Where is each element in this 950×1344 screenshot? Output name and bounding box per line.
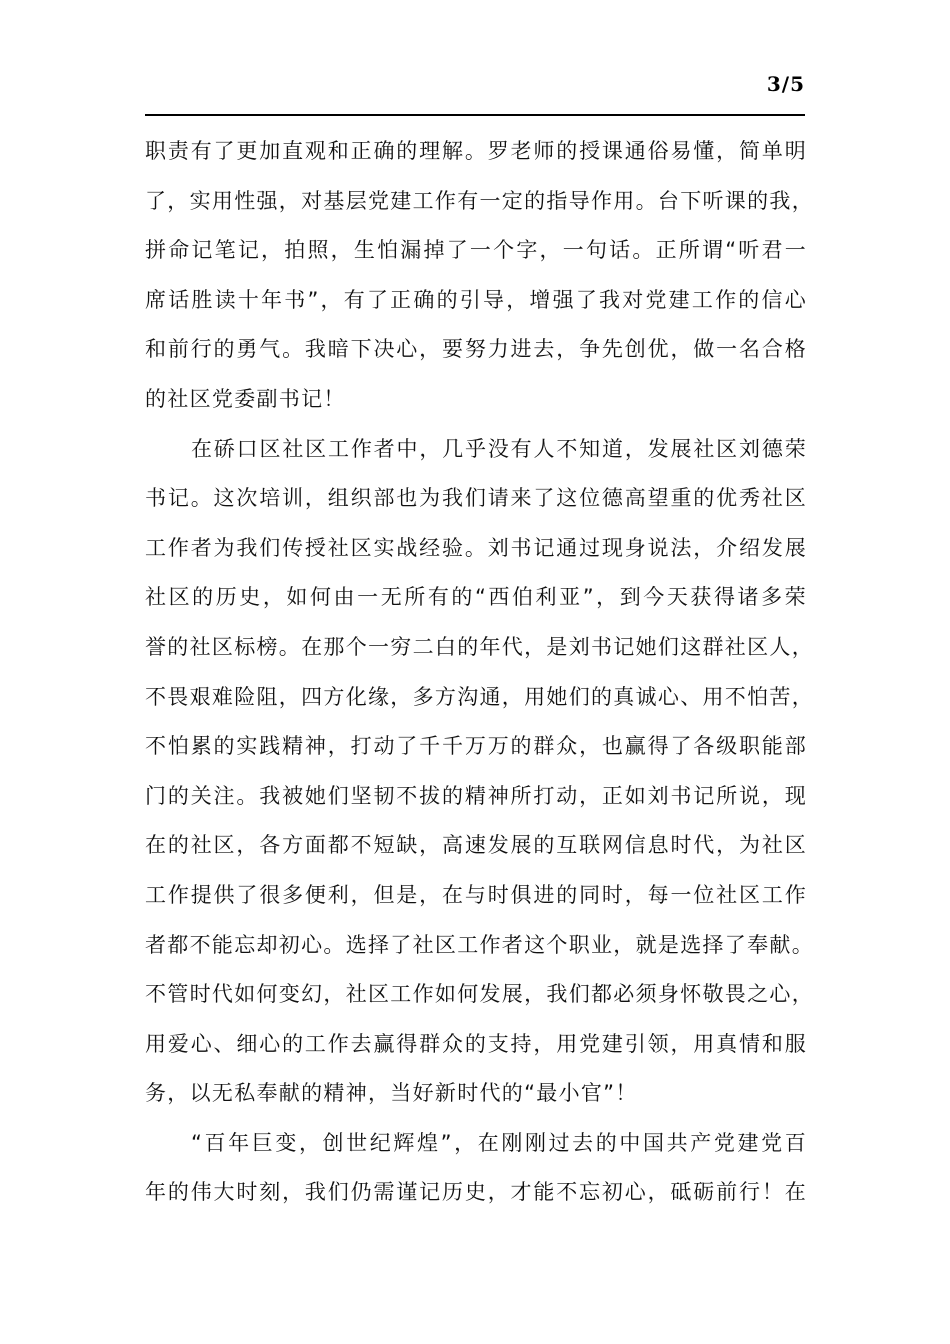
text-line: 门的关注。我被她们坚韧不拔的精神所打动，正如刘书记所说，现 — [145, 783, 807, 808]
page-number: 3/5 — [766, 72, 805, 96]
text-line: 不畏艰难险阻，四方化缘，多方沟通，用她们的真诚心、用不怕苦， — [145, 684, 814, 709]
text-line: 不怕累的实践精神，打动了千千万万的群众，也赢得了各级职能部 — [145, 734, 807, 759]
text-line: 在硚口区社区工作者中，几乎没有人不知道，发展社区刘德荣 — [191, 436, 807, 461]
text-line: 席话胜读十年书”，有了正确的引导，增强了我对党建工作的信心 — [145, 287, 807, 312]
header-rule — [145, 114, 805, 116]
text-line: 书记。这次培训，组织部也为我们请来了这位德高望重的优秀社区 — [145, 486, 807, 511]
text-line: 工作提供了很多便利，但是，在与时俱进的同时，每一位社区工作 — [145, 882, 807, 907]
text-line: 不管时代如何变幻，社区工作如何发展，我们都必须身怀敬畏之心， — [145, 982, 814, 1007]
text-line: 誉的社区标榜。在那个一穷二白的年代，是刘书记她们这群社区人， — [145, 634, 814, 659]
text-line: 务，以无私奉献的精神，当好新时代的“最小官”！ — [145, 1081, 638, 1106]
text-line: 在的社区，各方面都不短缺，高速发展的互联网信息时代，为社区 — [145, 833, 807, 858]
text-line: 社区的历史，如何由一无所有的“西伯利亚”，到今天获得诸多荣 — [145, 585, 807, 610]
text-line: 和前行的勇气。我暗下决心，要努力进去，争先创优，做一名合格 — [145, 337, 807, 362]
text-line: “百年巨变，创世纪辉煌”，在刚刚过去的中国共产党建党百 — [191, 1130, 807, 1155]
text-line: 工作者为我们传授社区实战经验。刘书记通过现身说法，介绍发展 — [145, 535, 807, 560]
text-line: 者都不能忘却初心。选择了社区工作者这个职业，就是选择了奉献。 — [145, 932, 814, 957]
text-line: 职责有了更加直观和正确的理解。罗老师的授课通俗易懂，简单明 — [145, 139, 807, 163]
document-body — [145, 127, 814, 1218]
text-line: 了，实用性强，对基层党建工作有一定的指导作用。台下听课的我， — [145, 188, 814, 213]
text-line: 用爱心、细心的工作去赢得群众的支持，用党建引领，用真情和服 — [145, 1031, 807, 1056]
text-line: 拼命记笔记，拍照，生怕漏掉了一个字，一句话。正所谓“听君一 — [145, 238, 807, 263]
text-line: 的社区党委副书记！ — [145, 386, 346, 411]
text-line: 年的伟大时刻，我们仍需谨记历史，才能不忘初心，砥砺前行！在 — [145, 1180, 807, 1205]
